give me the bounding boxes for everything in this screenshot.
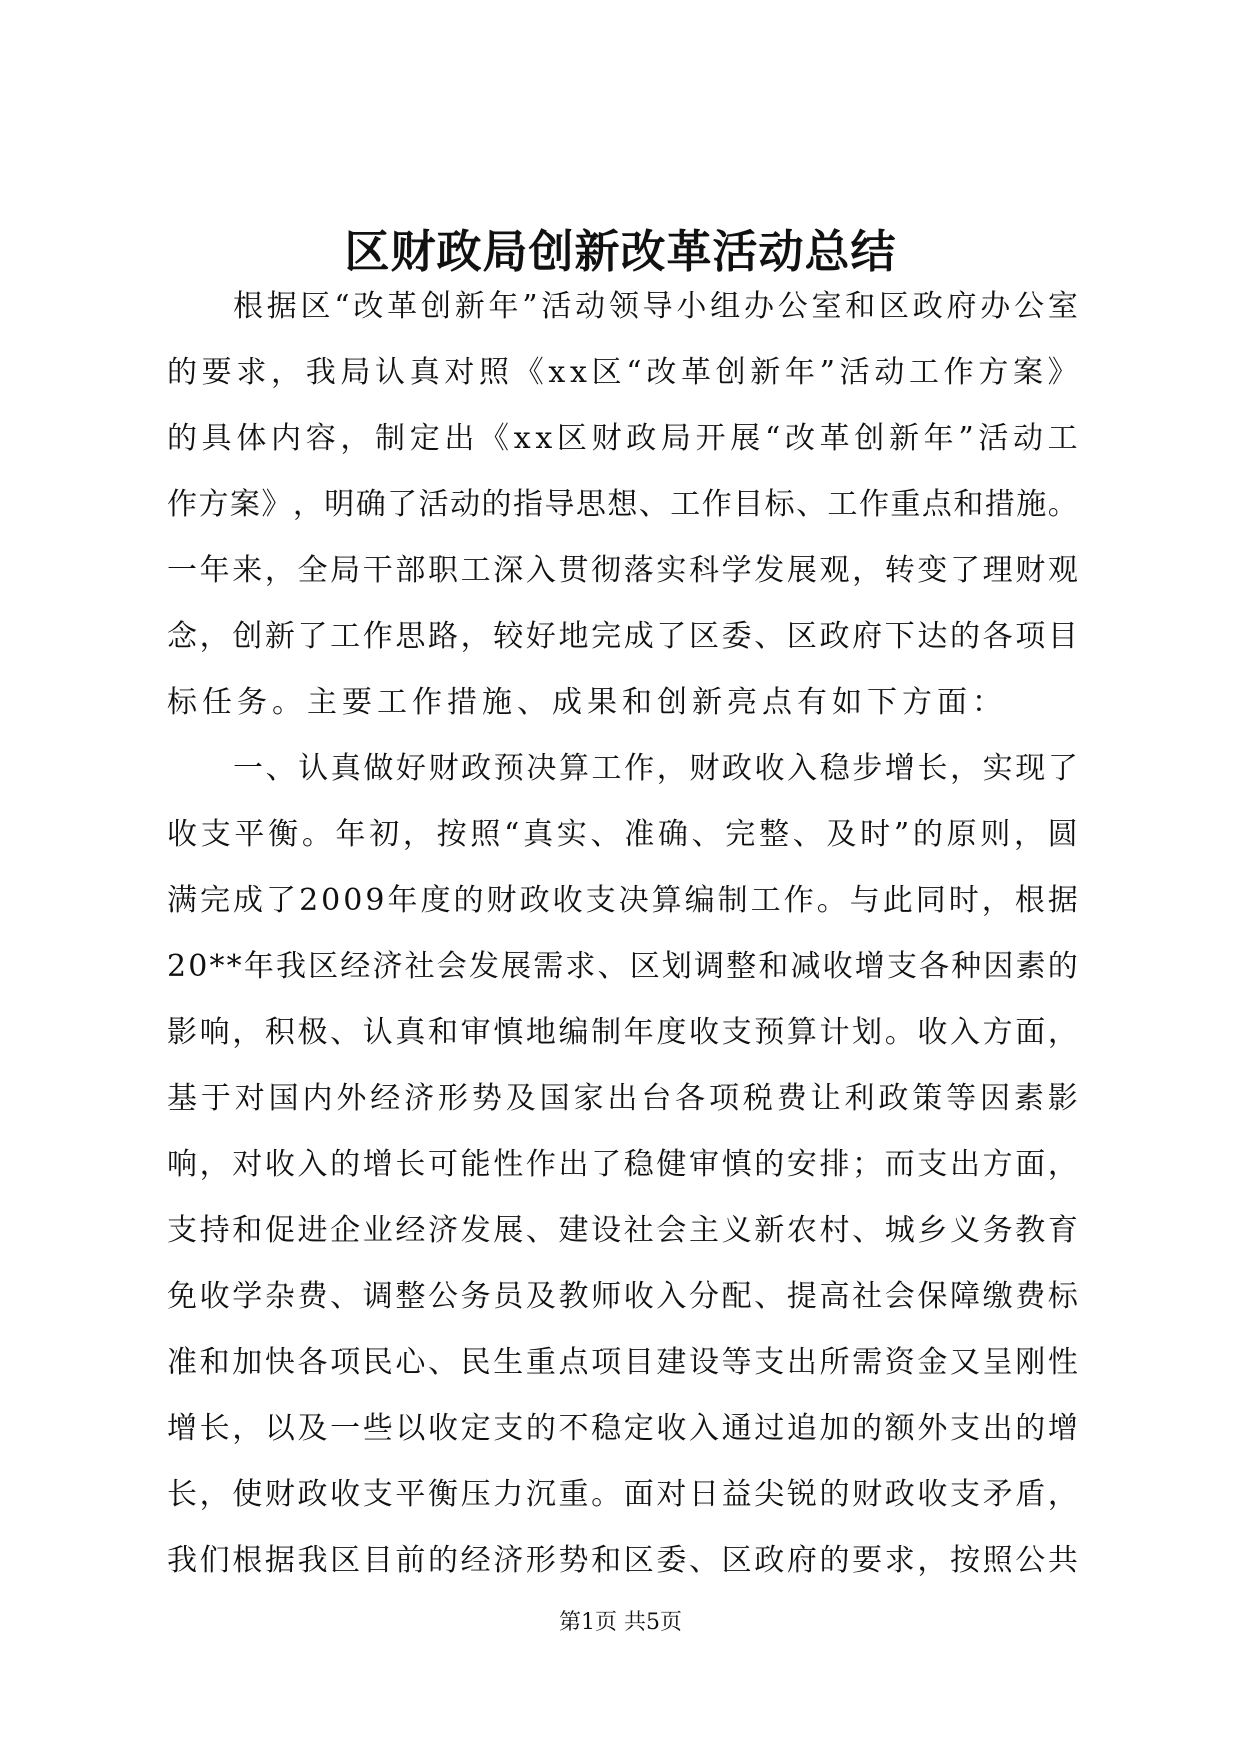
paragraph-line: 增 长 ， 以 及 一 些 以 收 定 支 的 不 稳 定 收 入 通 过 追 加 的 额 外 支 出 的 增 (167, 1411, 1078, 1446)
paragraph-line: 满 完 成 了 2 0 0 9 年 度 的 财 政 收 支 决 算 编 制 工 作 。 与 此 同 时 ， 根 据 (167, 883, 1078, 918)
paragraph-line: 长 ， 使 财 政 收 支 平 衡 压 力 沉 重 。 面 对 日 益 尖 锐 的 财 政 收 支 矛 盾 ， (167, 1477, 1078, 1512)
page-footer: 第1页 共5页 (559, 1610, 682, 1635)
paragraph-line: 的 具 体 内 容 ， 制 定 出 《 x x 区 财 政 局 开 展 “ 改 革 创 新 年 ” 活 动 工 (167, 421, 1078, 456)
paragraph-line: 2 0 * * 年 我 区 经 济 社 会 发 展 需 求 、 区 划 调 整 和 减 收 增 支 各 种 因 素 的 (167, 949, 1078, 984)
paragraph-line: 一 年 来 ， 全 局 干 部 职 工 深 入 贯 彻 落 实 科 学 发 展 观 ， 转 变 了 理 财 观 (167, 553, 1078, 588)
paragraph-line: 影 响 ， 积 极 、 认 真 和 审 慎 地 编 制 年 度 收 支 预 算 计 划 。 收 入 方 面 ， (167, 1015, 1078, 1050)
paragraph-line: 免 收 学 杂 费 、 调 整 公 务 员 及 教 师 收 入 分 配 、 提 高 社 会 保 障 缴 费 标 (167, 1279, 1078, 1314)
paragraph-line: 作 方 案 》 ， 明 确 了 活 动 的 指 导 思 想 、 工 作 目 标 、 工 作 重 点 和 措 施 。 (167, 487, 1078, 522)
paragraph-line: 一 、 认 真 做 好 财 政 预 决 算 工 作 ， 财 政 收 入 稳 步 增 长 ， 实 现 了 (233, 751, 1078, 786)
paragraph-line: 基 于 对 国 内 外 经 济 形 势 及 国 家 出 台 各 项 税 费 让 利 政 策 等 因 素 影 (167, 1081, 1078, 1116)
paragraph-line: 响 ， 对 收 入 的 增 长 可 能 性 作 出 了 稳 健 审 慎 的 安 排 ； 而 支 出 方 面 ， (167, 1147, 1078, 1182)
document-title: 区财政局创新改革活动总结 (344, 225, 897, 278)
paragraph-line: 支 持 和 促 进 企 业 经 济 发 展 、 建 设 社 会 主 义 新 农 村 、 城 乡 义 务 教 育 (167, 1213, 1078, 1248)
paragraph-line: 的 要 求 ， 我 局 认 真 对 照 《 x x 区 “ 改 革 创 新 年 ” 活 动 工 作 方 案 》 (167, 355, 1078, 390)
paragraph-line: 标任务。主要工作措施、成果和创新亮点有如下方面： (167, 685, 1007, 720)
paragraph-line: 收 支 平 衡 。 年 初 ， 按 照 “ 真 实 、 准 确 、 完 整 、 及 时 ” 的 原 则 ， 圆 (167, 817, 1078, 852)
paragraph-line: 根 据 区 “ 改 革 创 新 年 ” 活 动 领 导 小 组 办 公 室 和 区 政 府 办 公 室 (233, 289, 1078, 324)
paragraph-line: 准 和 加 快 各 项 民 心 、 民 生 重 点 项 目 建 设 等 支 出 所 需 资 金 又 呈 刚 性 (167, 1345, 1078, 1380)
paragraph-line: 我 们 根 据 我 区 目 前 的 经 济 形 势 和 区 委 、 区 政 府 的 要 求 ， 按 照 公 共 (167, 1543, 1078, 1578)
paragraph-line: 念 ， 创 新 了 工 作 思 路 ， 较 好 地 完 成 了 区 委 、 区 政 府 下 达 的 各 项 目 (167, 619, 1078, 654)
